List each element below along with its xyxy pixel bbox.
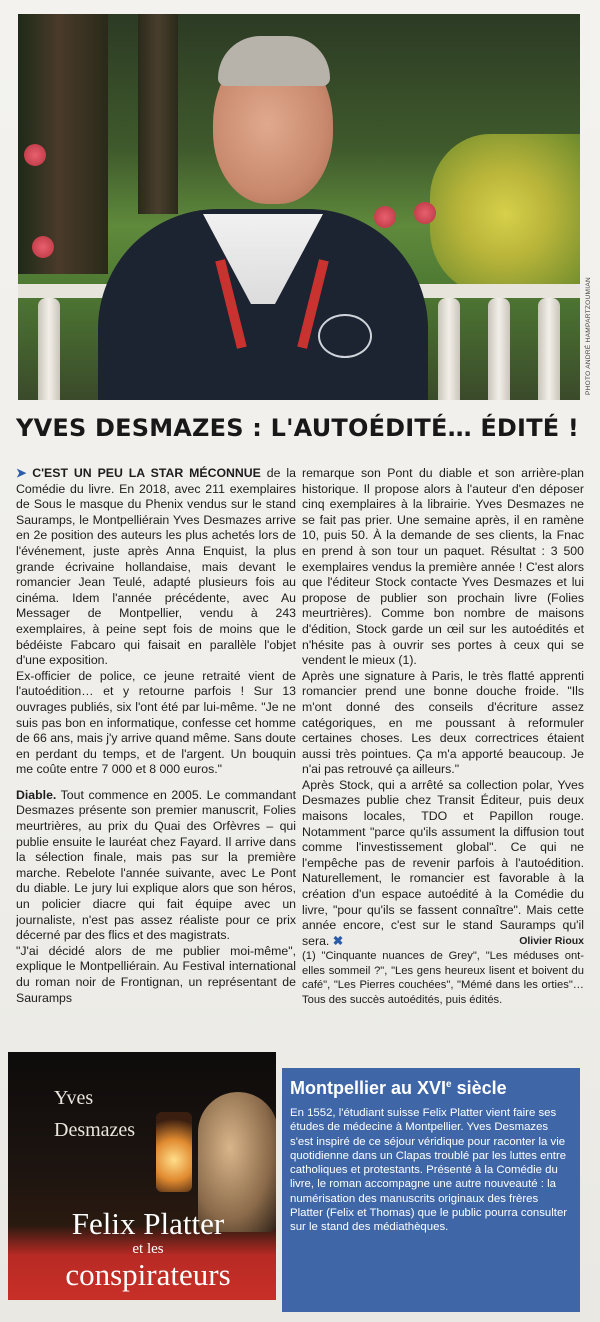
article-column-1 <box>16 466 296 1036</box>
footnote: (1) "Cinquante nuances de Grey", "Les méduses ont-elles sommeil ?", "Les gens heureux lisent et boivent du café", "Les Pierres couchées", "Mémé dans les orties"… Tous des succès autoédités, puis édités. <box>302 950 584 1006</box>
balustrade-post <box>538 298 560 400</box>
heading-text-end: siècle <box>451 1078 507 1098</box>
tree-trunk-2 <box>138 14 178 214</box>
portrait-hair <box>218 36 330 86</box>
article-column-2 <box>302 466 584 1046</box>
section-keyword: Diable. <box>16 787 57 802</box>
rose-flower <box>374 206 396 228</box>
book-cover-title <box>20 1207 276 1292</box>
paragraph-text: de la Comédie du livre. En 2018, avec 211 exemplaires de Sous le masque du Phenix vendus sur le stand Sauramps, le Montpelliérain Yves Desmazes arrive en 2e position des auteurs les plus achetés lors de l'événement, juste après Anna Enquist, la plus grande écrivaine hollandaise, mais devant le romancier Jean Teulé, adapté plusieurs fois au cinéma. Idem l'année précédente, avec Au Messager de Montpellier, vendu à 243 exemplaires, à peine sept fois de moins que le bédéiste Fabcaro qui faisait en parallèle l'objet d'une exposition. <box>16 466 296 668</box>
author-byline: Olivier Rioux <box>519 934 584 947</box>
paragraph <box>16 466 296 669</box>
heading-superscript: e <box>446 1079 452 1090</box>
author-photo <box>18 14 580 400</box>
book-title-line-2: et les <box>132 1241 164 1257</box>
end-mark-icon: ✖ <box>332 933 344 948</box>
sidebar-heading <box>290 1078 507 1099</box>
rose-flower <box>32 236 54 258</box>
photo-credit: PHOTO ANDRÉ HAMPARTZOUMIAN <box>585 277 592 395</box>
article-title: YVES DESMAZES : L'AUTOÉDITÉ… ÉDITÉ ! <box>16 414 580 442</box>
book-title-line-1: Felix Platter <box>71 1206 225 1241</box>
lantern-illustration <box>156 1112 192 1192</box>
rose-flower <box>24 144 46 166</box>
paragraph: Ex-officier de police, ce jeune retraité vient de l'autoédition… et y retourne parfois ! Sur 13 ouvrages publiés, six l'ont été par lui-même. "Je ne suis pas bon en informatique, confesse cet homme de 66 ans, mais j'y arrive quand même. Sans doute en perdant du temps, et de l'argent. Un bouquin me coûte entre 7 000 et 8 000 euros." <box>16 668 296 777</box>
book-title-line-3: conspirateurs <box>65 1257 231 1292</box>
rose-flower <box>414 202 436 224</box>
arrow-icon: ➤ <box>16 466 33 480</box>
shirt-emblem <box>318 314 372 358</box>
book-cover <box>8 1052 276 1300</box>
paragraph-text: Après Stock, qui a arrêté sa collection polar, Yves Desmazes publie chez Transit Éditeur, puis deux maisons locales, TDO et Papillon rouge. Notamment "parce qu'ils assument la diffusion tout comme l'investissement global". Ce qui ne l'empêche pas de revenir parfois à l'autoédition. Naturellement, le romancier est favorable à la création d'un espace autoédité à la Comédie du livre, "pour qu'ils se fassent connaître". Mais cette année encore, c'est sur le stand Sauramps qu'il sera. <box>302 777 584 948</box>
heading-text: Montpellier au XVI <box>290 1078 447 1098</box>
paragraph: remarque son Pont du diable et son arrière-plan historique. Il propose alors à l'auteur d'en déposer cinq exemplaires à la librairie. Yves Desmazes ne se fait pas prier. Une semaine après, il en ramène 10, puis 50. À la demande de ses clients, la Fnac en prend à son tour un paquet. Résultat : 3 500 exemplaires vendus la première année ! C'est alors que l'éditeur Stock contacte Yves Desmazes et lui propose de publier son prochain livre (Folies meurtrières). Comme bon nombre de maisons d'édition, Stock garde un œil sur les autoédités et n'hésite pas à ouvrir ses portes à ceux qui se vendent le mieux (1). <box>302 466 584 668</box>
author-last-name: Desmazes <box>54 1119 136 1141</box>
paragraph-text: Tout commence en 2005. Le commandant Desmazes présente son premier manuscrit, Folies meurtrières, au prix du Quai des Orfèvres – qui publie ensuite le lauréat chez Fayard. Il arrive dans la sélection finale, mais pas sur la première marche. Rebelote l'année suivante, avec Le Pont du diable. Le jury lui explique alors que son héros, un policier diacre qui fait équipe avec un journaliste, n'est pas assez réaliste pour ce prix décerné par des flics et des magistrats. <box>16 787 296 943</box>
sidebar-body: En 1552, l'étudiant suisse Felix Platter vient faire ses études de médecine à Montpellier. Yves Desmazes s'est inspiré de ce séjour véridique pour raconter la vie quotidienne dans un Clapas troublé par les luttes entre catholiques et protestants. Présenté à la Comédie du livre, le roman accompagne une autre nouveauté : la numérisation des manuscrits originaux des frères Platter (Felix et Thomas) que le public pourra consulter sur le stand des médiathèques. <box>290 1107 568 1234</box>
book-cover-author <box>54 1082 135 1146</box>
balustrade-post <box>488 298 510 400</box>
paragraph <box>16 788 296 944</box>
balustrade-post <box>38 298 60 400</box>
paragraph: "J'ai décidé alors de me publier moi-même", explique le Montpelliérain. Au Festival international du roman noir de Frontignan, un représentant de Sauramps <box>16 943 296 1005</box>
sidebar-box <box>282 1068 580 1312</box>
yellow-bush <box>430 134 580 294</box>
author-first-name: Yves <box>54 1087 94 1109</box>
paragraph <box>302 778 584 950</box>
paragraph: Après une signature à Paris, le très flatté apprenti romancier prend une bonne douche froide. "Ils m'ont donné des conseils d'écriture assez catégoriques, en me poussant à reformuler certaines choses. Les deux correctrices étaient aussi très pointues. Ça m'a apporté beaucoup. Je n'ai pas retrouvé ça ailleurs." <box>302 668 584 777</box>
balustrade-post <box>438 298 460 400</box>
lead-text: C'EST UN PEU LA STAR MÉCONNUE <box>32 466 261 480</box>
